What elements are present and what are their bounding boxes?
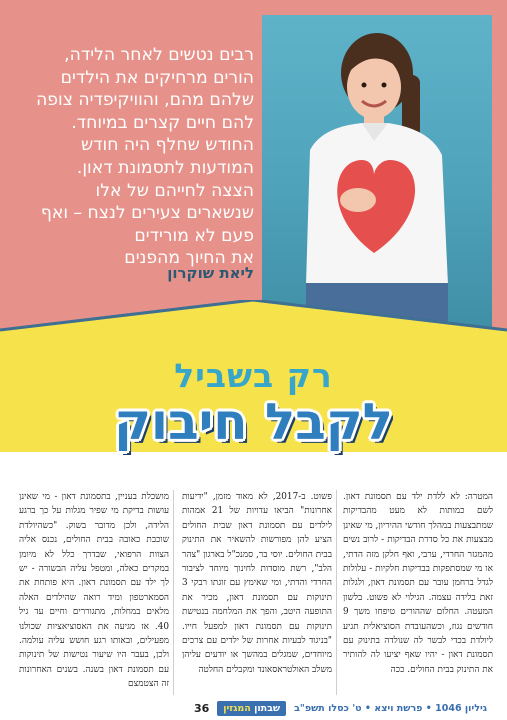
intro-line: את החיוך מהפנים: [124, 248, 254, 269]
intro-line: המודעות לתסמונת דאון.: [76, 157, 254, 178]
headline-line-1: רק בשביל: [174, 356, 333, 395]
magazine-logo: [217, 701, 286, 716]
intro-line: הצצה לחייהם של אלו: [95, 180, 254, 201]
page-footer: [0, 698, 507, 720]
brand-tag: המגזין: [223, 702, 251, 714]
body-column-right: המטרה: לא ללדת ילד עם תסמונת דאון. לשם כמותות לא מעט מהבדיקות שמתבצעות במהלך חודשי ההיריון, מי שאינן מבצעות את כל סדרת הבדיקות - לרוב נשים מהמגזר החרדי, ערבי, ואף חלקן מזה הדתי, או מי שמסתפקות בבדיקות חלקיות - עלולות לגדל ברחמן עובר עם תסמונת דאון, ולגלות זאת בלידה עצמה. הגילוי לא פשוט. בלשון המעטה. החלום שההורים טיפחו משך 9 חודשים נגוז, וכשהעובדת הסוציאלית תגיע ליולדת בכדי לבשר לה שנולדה בתינוק עם תסמונת דאון - יהיו שאף יציעו לה להותיר את התינוק בבית החולים. ככה: [343, 492, 493, 675]
brand-name: שבתון: [254, 702, 281, 714]
column-rule: [336, 490, 337, 695]
author-byline: ליאת שוקרון: [167, 264, 254, 282]
intro-text: [22, 44, 254, 270]
body-column-left: מושכלת בעניין, בתסמונת דאון - מי שאינן עושות בדיקת מי שפיר מגלות על כך ברגע הלידה, ולכן מדובר בשוק. "כשהיולדת שוכבת כאובה בבית החולים, נכנס אליה הצוות הרפואי, שבדרך כלל לא מיומן במקרים כאלה, ומטפל עליה הבשורה - יש לך ילד עם תסמונת דאון. היא פותחת את הסמארטפון ומיד רואה שהילדים האלה מלאים במחלות, מתגוררים וחיים עד גיל 40. אז מגיעה את האסוציאציות שכולנו מפעילים, ובאותו רגע חושש עליה עולמה. ולכן, בעבר היו שיעור נטישות של תינוקות עם תסמונת דאון בשנה. בשנים האחרונות זה הצטמצם: [19, 492, 169, 690]
page-number: 36: [193, 701, 210, 715]
issue-info: גיליון 1046 • פרשת ויצא • ט' כסלו תשפ"ב: [294, 702, 487, 714]
intro-line: החודש שחלף היה חודש: [80, 135, 254, 156]
column-rule: [173, 490, 174, 695]
body-column-middle: פשוט. ב-2017, לא מאוד מזמן, "ידיעות אחרונות" הביאו עדויות של 21 אמהות לילדים עם תסמונת דאון שבית החולים הציע להן מפורשות להשאיר את התינוק בבית החולים. יוסי בר, סמנכ"ל בארגון "צהר הלב", רשת מוסדות לחינוך מיוחד לציבור החרדי והדתי, ומי שאימץ עם זוגתו רבקי 3 תינוקות עם תסמונת דאון, מכיר את התופעה היטב, והפך את המלחמה בנטישת תינוקות עם תסמונת דאון למפעל חייו. "בניגוד לבעיות אחרות של ילדים עם צרכים מיוחדים, שמגלים במהשך או יודעים עליהן משלב האולטראסאונד ומקבלים החלטה: [182, 492, 333, 675]
intro-line: להם חיים קצרים במיוחד.: [71, 112, 254, 133]
intro-line: הורים מרחיקים את הילדים: [60, 67, 254, 88]
intro-line: שנשארים צעירים לנצח – ואף: [40, 203, 254, 224]
chevron-divider: [0, 300, 507, 360]
intro-line: שלהם מהם, והוויקיפדיה צופה: [36, 90, 254, 111]
headline-line-2: לקבל חיבוק: [114, 393, 393, 451]
intro-line: רבים נטשים לאחר הלידה,: [64, 45, 254, 65]
intro-line: פעם לא מורידים: [134, 225, 254, 246]
photo-girl-with-heart: [262, 15, 492, 333]
